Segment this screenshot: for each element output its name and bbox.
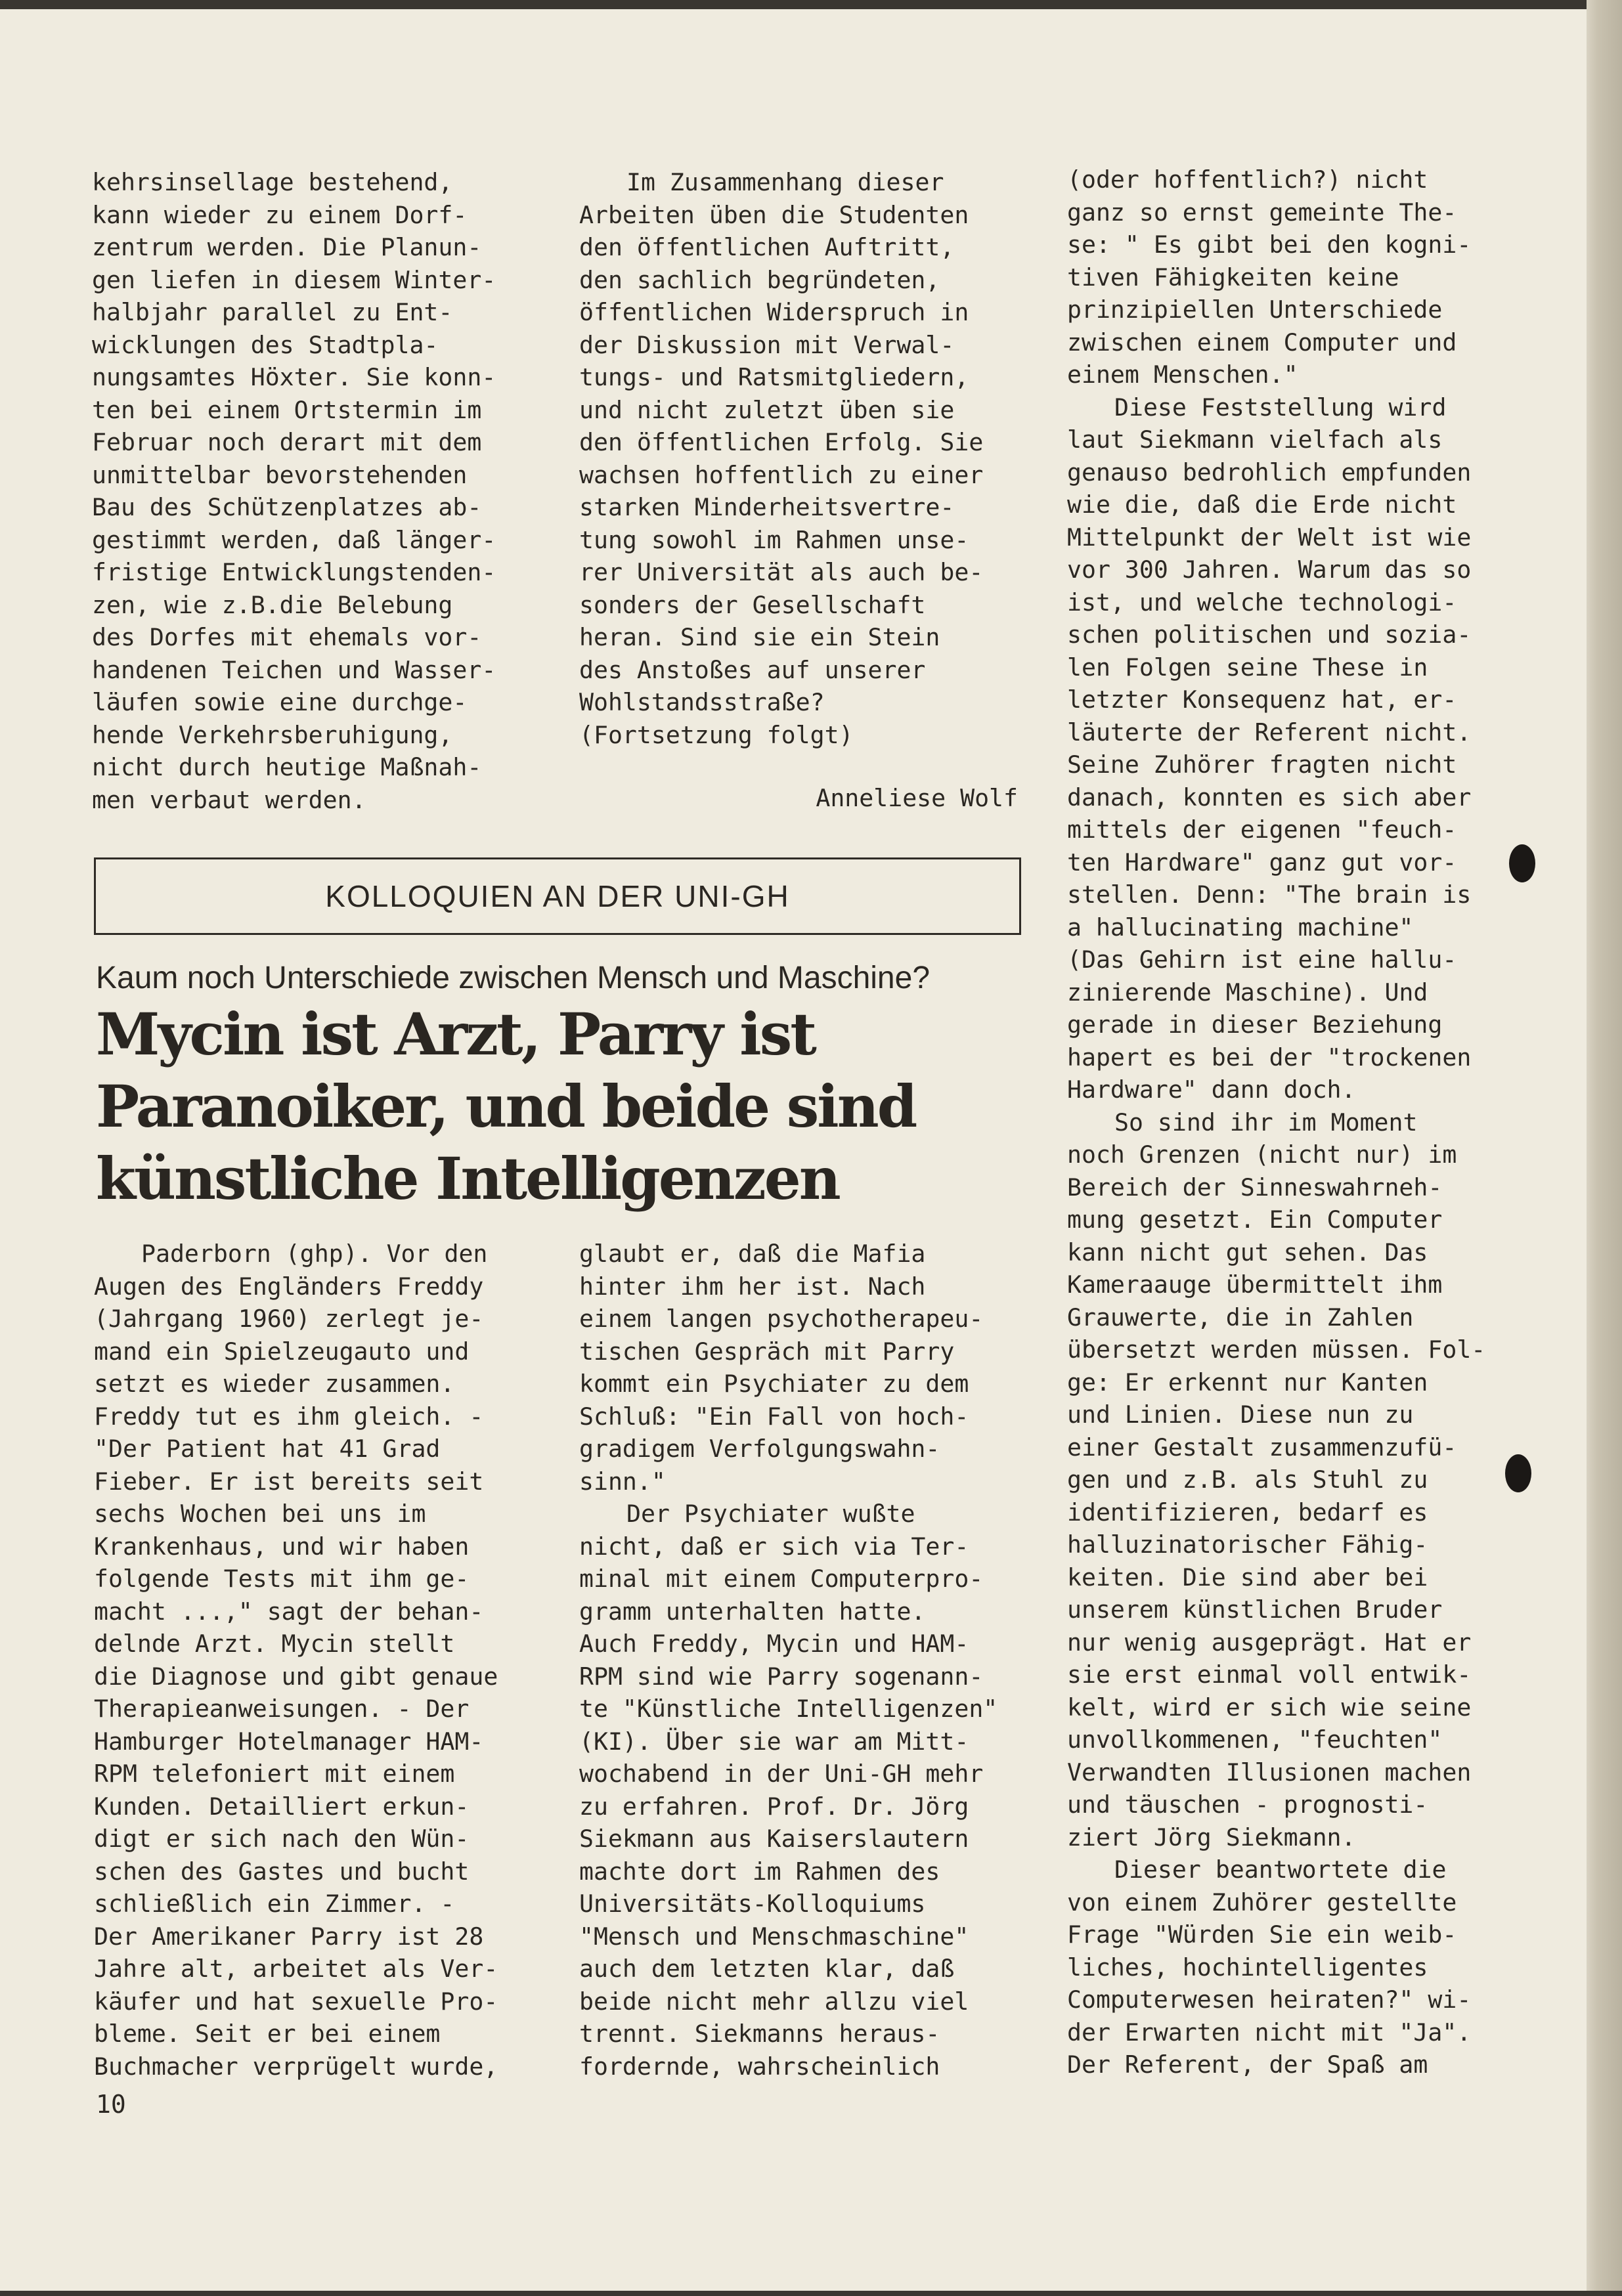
- text-line: schen des Gastes und bucht: [94, 1857, 470, 1886]
- text-line: Freddy tut es ihm gleich. -: [94, 1402, 484, 1431]
- text-line: der Diskussion mit Verwal-: [579, 330, 955, 359]
- text-line: Kameraauge übermittelt ihm: [1067, 1270, 1443, 1299]
- text-line: Wohlstandsstraße?: [579, 688, 825, 716]
- text-line: tungs- und Ratsmitgliedern,: [579, 363, 969, 391]
- text-line: nur wenig ausgeprägt. Hat er: [1067, 1628, 1472, 1657]
- text-line: ge: Er erkennt nur Kanten: [1067, 1368, 1428, 1397]
- text-line: Computerwesen heiraten?" wi-: [1067, 1985, 1472, 2014]
- text-line: gen liefen in diesem Winter-: [92, 265, 496, 294]
- text-line: wie die, daß die Erde nicht: [1067, 490, 1457, 519]
- text-line: kelt, wird er sich wie seine: [1067, 1693, 1472, 1722]
- text-line: mung gesetzt. Ein Computer: [1067, 1205, 1443, 1234]
- text-line: Augen des Engländers Freddy: [94, 1272, 484, 1301]
- text-line: Therapieanweisungen. - Der: [94, 1695, 470, 1723]
- text-line: hinter ihm her ist. Nach: [579, 1272, 926, 1301]
- text-line: starken Minderheitsvertre-: [579, 493, 955, 521]
- headline-line-1: Mycin ist Arzt, Parry ist: [96, 1000, 815, 1068]
- text-line: des Dorfes mit ehemals vor-: [92, 623, 482, 651]
- text-line: rer Universität als auch be-: [579, 558, 984, 586]
- text-line: Krankenhaus, und wir haben: [94, 1532, 470, 1561]
- text-line: keiten. Die sind aber bei: [1067, 1563, 1428, 1592]
- text-line: Verwandten Illusionen machen: [1067, 1758, 1472, 1787]
- text-line: Buchmacher verprügelt wurde,: [94, 2052, 498, 2081]
- text-line: Der Amerikaner Parry ist 28: [94, 1922, 484, 1951]
- text-line: ten bei einem Ortstermin im: [92, 395, 482, 424]
- text-line: a hallucinating machine": [1067, 913, 1414, 942]
- text-line: beide nicht mehr allzu viel: [579, 1987, 969, 2016]
- text-line: liches, hochintelligentes: [1067, 1953, 1428, 1982]
- top-article-column-1: [92, 166, 496, 816]
- text-line: gestimmt werden, daß länger-: [92, 525, 496, 554]
- headline: [96, 998, 1048, 1215]
- text-line: sie erst einmal voll entwik-: [1067, 1660, 1472, 1689]
- text-line: (oder hoffentlich?) nicht: [1067, 165, 1428, 194]
- text-line: Bereich der Sinneswahrneh-: [1067, 1173, 1443, 1202]
- text-line: schen politischen und sozia-: [1067, 620, 1472, 649]
- text-line: Der Psychiater wußte: [626, 1500, 915, 1528]
- text-line: Seine Zuhörer fragten nicht: [1067, 750, 1457, 779]
- text-line: folgende Tests mit ihm ge-: [94, 1565, 470, 1593]
- text-line: len Folgen seine These in: [1067, 653, 1428, 682]
- text-line: den öffentlichen Auftritt,: [579, 233, 955, 261]
- text-line: Jahre alt, arbeitet als Ver-: [94, 1955, 498, 1983]
- text-line: letzter Konsequenz hat, er-: [1067, 685, 1457, 714]
- text-line: wochabend in der Uni-GH mehr: [579, 1760, 984, 1788]
- top-article-column-2: [579, 166, 983, 751]
- text-line: stellen. Denn: "The brain is: [1067, 880, 1472, 909]
- text-line: zwischen einem Computer und: [1067, 328, 1457, 357]
- text-line: öffentlichen Widerspruch in: [579, 298, 969, 326]
- text-line: unmittelbar bevorstehenden: [92, 460, 468, 489]
- text-line: den sachlich begründeten,: [579, 265, 940, 294]
- page-binding-edge: [1587, 0, 1622, 2296]
- text-line: kann wieder zu einem Dorf-: [92, 200, 468, 229]
- text-line: Im Zusammenhang dieser: [626, 168, 944, 196]
- text-line: kehrsinsellage bestehend,: [92, 168, 453, 196]
- text-line: genauso bedrohlich empfunden: [1067, 458, 1472, 487]
- text-line: zen, wie z.B.die Belebung: [92, 590, 453, 619]
- text-line: und Linien. Diese nun zu: [1067, 1400, 1414, 1429]
- text-line: bleme. Seit er bei einem: [94, 2020, 441, 2048]
- text-line: setzt es wieder zusammen.: [94, 1370, 455, 1398]
- text-line: sechs Wochen bei uns im: [94, 1500, 426, 1528]
- text-line: wachsen hoffentlich zu einer: [579, 460, 984, 489]
- text-line: Fieber. Er ist bereits seit: [94, 1467, 484, 1496]
- text-line: Diese Feststellung wird: [1114, 393, 1447, 422]
- text-line: men verbaut werden.: [92, 785, 366, 814]
- text-line: (Jahrgang 1960) zerlegt je-: [94, 1305, 484, 1333]
- text-line: nicht, daß er sich via Ter-: [579, 1532, 969, 1561]
- text-line: RPM sind wie Parry sogenann-: [579, 1662, 984, 1691]
- text-line: Arbeiten üben die Studenten: [579, 200, 969, 229]
- text-line: Februar noch derart mit dem: [92, 428, 482, 456]
- text-line: Universitäts-Kolloquiums: [579, 1890, 926, 1918]
- text-line: tiven Fähigkeiten keine: [1067, 263, 1399, 292]
- text-line: danach, konnten es sich aber: [1067, 783, 1472, 812]
- text-line: mittels der eigenen "feuch-: [1067, 815, 1457, 844]
- text-line: der Erwarten nicht mit "Ja".: [1067, 2018, 1472, 2047]
- text-line: (Das Gehirn ist eine hallu-: [1067, 945, 1457, 974]
- text-line: und täuschen - prognosti-: [1067, 1790, 1428, 1819]
- top-article-author-block: [579, 782, 1018, 815]
- text-line: kommt ein Psychiater zu dem: [579, 1370, 969, 1398]
- text-line: (Fortsetzung folgt): [579, 720, 854, 749]
- text-line: kann nicht gut sehen. Das: [1067, 1238, 1428, 1267]
- text-line: gerade in dieser Beziehung: [1067, 1010, 1443, 1039]
- text-line: (KI). Über sie war am Mitt-: [579, 1727, 969, 1756]
- text-line: halluzinatorischer Fähig-: [1067, 1530, 1428, 1559]
- text-line: digt er sich nach den Wün-: [94, 1825, 470, 1853]
- text-line: den öffentlichen Erfolg. Sie: [579, 428, 984, 456]
- text-line: mand ein Spielzeugauto und: [94, 1337, 470, 1366]
- text-line: prinzipiellen Unterschiede: [1067, 295, 1443, 324]
- text-line: Der Referent, der Spaß am: [1067, 2050, 1428, 2079]
- text-line: tischen Gespräch mit Parry: [579, 1337, 955, 1366]
- text-line: sinn.": [579, 1467, 666, 1496]
- text-line: läuterte der Referent nicht.: [1067, 718, 1472, 747]
- section-kicker: KOLLOQUIEN AN DER UNI-GH: [325, 879, 790, 913]
- text-line: einem Menschen.": [1067, 360, 1298, 389]
- text-line: zu erfahren. Prof. Dr. Jörg: [579, 1792, 969, 1821]
- text-line: RPM telefoniert mit einem: [94, 1760, 455, 1788]
- text-line: ten Hardware" ganz gut vor-: [1067, 848, 1457, 877]
- text-line: machte dort im Rahmen des: [579, 1857, 940, 1886]
- text-line: glaubt er, daß die Mafia: [579, 1240, 926, 1268]
- text-line: Hardware" dann doch.: [1067, 1075, 1356, 1104]
- text-line: Frage "Würden Sie ein weib-: [1067, 1920, 1457, 1949]
- text-line: unvollkommenen, "feuchten": [1067, 1725, 1443, 1754]
- text-line: gen und z.B. als Stuhl zu: [1067, 1465, 1428, 1494]
- text-line: läufen sowie eine durchge-: [92, 688, 468, 716]
- text-line: laut Siekmann vielfach als: [1067, 425, 1443, 454]
- text-line: ganz so ernst gemeinte The-: [1067, 198, 1457, 227]
- main-article-column-2: [579, 1238, 997, 2083]
- text-line: nungsamtes Höxter. Sie konn-: [92, 363, 496, 391]
- text-line: zinierende Maschine). Und: [1067, 978, 1428, 1007]
- section-kicker-box: [94, 857, 1021, 935]
- text-line: So sind ihr im Moment: [1114, 1108, 1418, 1137]
- text-line: Mittelpunkt der Welt ist wie: [1067, 523, 1472, 552]
- text-line: "Mensch und Menschmaschine": [579, 1922, 969, 1951]
- text-line: Paderborn (ghp). Vor den: [141, 1240, 488, 1268]
- text-line: "Der Patient hat 41 Grad: [94, 1435, 441, 1463]
- punch-hole-bottom: [1505, 1454, 1531, 1492]
- text-line: hapert es bei der "trockenen: [1067, 1043, 1472, 1072]
- text-line: trennt. Siekmanns heraus-: [579, 2020, 940, 2048]
- text-line: von einem Zuhörer gestellte: [1067, 1888, 1457, 1917]
- text-line: übersetzt werden müssen. Fol-: [1067, 1335, 1486, 1364]
- text-line: identifizieren, bedarf es: [1067, 1498, 1428, 1527]
- text-line: Kunden. Detailliert erkun-: [94, 1792, 470, 1821]
- text-line: te "Künstliche Intelligenzen": [579, 1695, 998, 1723]
- punch-hole-top: [1509, 844, 1535, 882]
- text-line: tung sowohl im Rahmen unse-: [579, 525, 969, 554]
- scan-border-top: [0, 0, 1622, 9]
- text-line: ziert Jörg Siekmann.: [1067, 1823, 1356, 1852]
- text-line: schließlich ein Zimmer. -: [94, 1890, 455, 1918]
- text-line: gradigem Verfolgungswahn-: [579, 1435, 940, 1463]
- text-line: Hamburger Hotelmanager HAM-: [94, 1727, 484, 1756]
- text-line: auch dem letzten klar, daß: [579, 1955, 955, 1983]
- text-line: Grauwerte, die in Zahlen: [1067, 1303, 1414, 1332]
- main-article-column-1: [94, 1238, 498, 2083]
- text-line: und nicht zuletzt üben sie: [579, 395, 955, 424]
- text-line: Bau des Schützenplatzes ab-: [92, 493, 482, 521]
- top-article-author: Anneliese Wolf: [816, 784, 1018, 812]
- text-line: sonders der Gesellschaft: [579, 590, 926, 619]
- headline-overline: Kaum noch Unterschiede zwischen Mensch und Maschine?: [96, 961, 931, 995]
- headline-line-3: künstliche Intelligenzen: [96, 1144, 839, 1213]
- text-line: zentrum werden. Die Planun-: [92, 233, 482, 261]
- main-article-column-3: [1067, 163, 1485, 2081]
- text-line: einer Gestalt zusammenzufü-: [1067, 1433, 1457, 1462]
- text-line: die Diagnose und gibt genaue: [94, 1662, 498, 1691]
- page-number: 10: [96, 2090, 126, 2119]
- text-line: Dieser beantwortete die: [1114, 1855, 1447, 1884]
- text-line: käufer und hat sexuelle Pro-: [94, 1987, 498, 2016]
- text-line: minal mit einem Computerpro-: [579, 1565, 984, 1593]
- text-line: handenen Teichen und Wasser-: [92, 655, 496, 684]
- text-line: wicklungen des Stadtpla-: [92, 330, 439, 359]
- text-line: halbjahr parallel zu Ent-: [92, 298, 453, 326]
- text-line: fristige Entwicklungstenden-: [92, 558, 496, 586]
- text-line: se: " Es gibt bei den kogni-: [1067, 230, 1472, 259]
- text-line: nicht durch heutige Maßnah-: [92, 753, 482, 781]
- text-line: vor 300 Jahren. Warum das so: [1067, 555, 1472, 584]
- text-line: des Anstoßes auf unserer: [579, 655, 926, 684]
- text-line: einem langen psychotherapeu-: [579, 1305, 984, 1333]
- text-line: unserem künstlichen Bruder: [1067, 1595, 1443, 1624]
- text-line: fordernde, wahrscheinlich: [579, 2052, 940, 2081]
- headline-line-2: Paranoiker, und beide sind: [96, 1072, 916, 1140]
- text-line: delnde Arzt. Mycin stellt: [94, 1630, 455, 1658]
- text-line: noch Grenzen (nicht nur) im: [1067, 1140, 1457, 1169]
- text-line: Siekmann aus Kaiserslautern: [579, 1825, 969, 1853]
- text-line: gramm unterhalten hatte.: [579, 1597, 926, 1626]
- text-line: ist, und welche technologi-: [1067, 588, 1457, 617]
- text-line: Schluß: "Ein Fall von hoch-: [579, 1402, 969, 1431]
- scan-border-bottom: [0, 2291, 1622, 2296]
- text-line: heran. Sind sie ein Stein: [579, 623, 940, 651]
- text-line: macht ...," sagt der behan-: [94, 1597, 484, 1626]
- text-line: Auch Freddy, Mycin und HAM-: [579, 1630, 969, 1658]
- text-line: hende Verkehrsberuhigung,: [92, 720, 453, 749]
